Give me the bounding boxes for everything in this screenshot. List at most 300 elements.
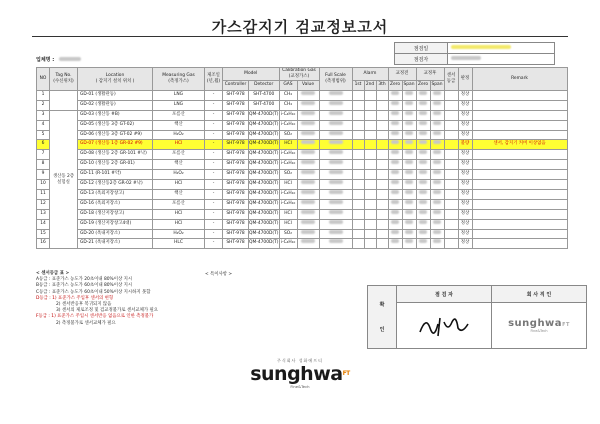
row-result: 정상 — [458, 170, 472, 180]
row-sensor-grade — [444, 219, 458, 229]
col-alarm-1st: 1st — [352, 81, 364, 91]
row-sensor-grade — [444, 199, 458, 209]
row-no: 7 — [37, 150, 50, 160]
row-detector: QM-4700D(T) — [249, 170, 280, 180]
special-notes — [205, 271, 232, 277]
inspector-label: 점검자 — [395, 54, 448, 65]
row-after-span — [430, 180, 444, 190]
legend-line: C등급 : 표준가스 농도가 60초이내 50%이상 지시하지 못함 — [36, 289, 151, 295]
footer-tagline: Fine&Tech — [290, 384, 310, 389]
row-remark — [472, 160, 567, 170]
row-before-span — [402, 189, 416, 199]
row-after-zero — [416, 130, 430, 140]
row-before-span — [402, 110, 416, 120]
row-cal-gas: i-C₄H₁₀ — [279, 199, 297, 209]
row-after-span — [430, 239, 444, 249]
row-location: GD-12 (생산동2층 GR-02 #낙) — [78, 180, 153, 190]
row-before-zero — [388, 130, 402, 140]
row-gas: 핵산 — [153, 120, 205, 130]
row-cal-value — [297, 160, 319, 170]
row-result: 정상 — [458, 160, 472, 170]
row-location: GD-06 (생산동 3층 GT-02 #9) — [78, 130, 153, 140]
row-alarm-1st — [352, 170, 364, 180]
row-after-zero — [416, 90, 430, 100]
col-cal-gas-value: Value — [297, 81, 319, 91]
row-sensor-grade — [444, 229, 458, 239]
row-alarm-1st — [352, 239, 364, 249]
row-location: GD-11 (R-101 #약) — [78, 170, 153, 180]
row-before-span — [402, 209, 416, 219]
row-sensor-grade — [444, 110, 458, 120]
table-row — [37, 219, 568, 229]
row-cal-value — [297, 189, 319, 199]
row-alarm-3rd — [376, 180, 388, 190]
row-no: 3 — [37, 110, 50, 120]
confirm-side-label: 확 인 — [368, 286, 397, 349]
row-cal-value — [297, 199, 319, 209]
row-controller: SHT-978 — [223, 219, 249, 229]
row-maker: - — [205, 150, 223, 160]
row-alarm-3rd — [376, 170, 388, 180]
row-location: GD-21 (옥내저장소) — [78, 239, 153, 249]
row-alarm-1st — [352, 120, 364, 130]
table-row — [37, 239, 568, 249]
company-name-value — [59, 57, 81, 61]
row-cal-value — [297, 100, 319, 110]
row-no: 6 — [37, 140, 50, 150]
table-row — [37, 150, 568, 160]
row-after-zero — [416, 209, 430, 219]
col-alarm-2nd: 2nd — [364, 81, 376, 91]
legend-line: D등급 : 1) 표준가스 주입후 센서의 현형 — [36, 295, 114, 301]
row-remark — [472, 189, 567, 199]
row-before-span — [402, 120, 416, 130]
row-detector: QM-4700D(T) — [249, 160, 280, 170]
row-after-zero — [416, 140, 430, 150]
report-title: 가스감지기 검교정보고서 — [211, 18, 389, 36]
row-full-scale — [319, 229, 352, 239]
row-controller: SHT-978 — [223, 90, 249, 100]
row-before-zero — [388, 189, 402, 199]
row-cal-gas: CH₄ — [279, 90, 297, 100]
row-gas: HCl — [153, 140, 205, 150]
inspector-signature — [397, 303, 492, 349]
row-alarm-3rd — [376, 90, 388, 100]
row-remark: 센서, 감지기 커버 이상없음 — [472, 140, 567, 150]
row-full-scale — [319, 239, 352, 249]
row-cal-value — [297, 229, 319, 239]
row-alarm-1st — [352, 130, 364, 140]
row-no: 12 — [37, 199, 50, 209]
row-remark — [472, 219, 567, 229]
row-cal-value — [297, 140, 319, 150]
row-sensor-grade — [444, 189, 458, 199]
row-maker: - — [205, 209, 223, 219]
row-controller: SHT-978 — [223, 189, 249, 199]
row-maker: - — [205, 229, 223, 239]
row-detector: QM-4700D(T) — [249, 189, 280, 199]
row-detector: QM-4700D(T) — [249, 229, 280, 239]
table-row — [37, 130, 568, 140]
row-alarm-3rd — [376, 110, 388, 120]
row-alarm-3rd — [376, 239, 388, 249]
row-no: 14 — [37, 219, 50, 229]
row-cal-value — [297, 150, 319, 160]
row-alarm-2nd — [364, 100, 376, 110]
row-no: 8 — [37, 160, 50, 170]
row-full-scale — [319, 170, 352, 180]
row-no: 9 — [37, 170, 50, 180]
row-before-span — [402, 229, 416, 239]
row-alarm-1st — [352, 90, 364, 100]
row-remark — [472, 199, 567, 209]
row-maker: - — [205, 219, 223, 229]
row-remark — [472, 209, 567, 219]
row-after-span — [430, 110, 444, 120]
row-after-span — [430, 120, 444, 130]
row-controller: SHT-978 — [223, 120, 249, 130]
row-cal-gas: i-C₄H₁₀ — [279, 189, 297, 199]
row-remark — [472, 150, 567, 160]
row-controller: SHT-978 — [223, 209, 249, 219]
row-sensor-grade — [444, 180, 458, 190]
row-before-span — [402, 170, 416, 180]
row-alarm-3rd — [376, 120, 388, 130]
row-cal-gas: HCl — [279, 140, 297, 150]
company-name-row — [36, 56, 81, 63]
row-remark — [472, 239, 567, 249]
signature-box — [367, 285, 587, 349]
col-before-zero: Zero — [388, 81, 402, 91]
row-full-scale — [319, 100, 352, 110]
row-result: 정상 — [458, 120, 472, 130]
row-alarm-2nd — [364, 229, 376, 239]
company-seal: sunghwaFT Fine&Tech — [492, 303, 587, 349]
row-alarm-2nd — [364, 120, 376, 130]
row-detector: QM-4700D(T) — [249, 150, 280, 160]
row-before-span — [402, 140, 416, 150]
row-before-zero — [388, 110, 402, 120]
table-row — [37, 160, 568, 170]
inspection-date-value — [448, 43, 555, 54]
row-remark — [472, 100, 567, 110]
row-result: 정상 — [458, 189, 472, 199]
table-row — [37, 90, 568, 100]
row-before-zero — [388, 90, 402, 100]
table-row — [37, 209, 568, 219]
row-no: 5 — [37, 130, 50, 140]
row-maker: - — [205, 140, 223, 150]
row-after-span — [430, 219, 444, 229]
row-sensor-grade — [444, 100, 458, 110]
legend-heading: < 센서등급 표 > — [36, 271, 70, 276]
col-no: NO — [37, 68, 50, 91]
inspector-sign-header: 점 검 자 — [397, 286, 492, 303]
row-result: 불량 — [458, 140, 472, 150]
row-before-zero — [388, 160, 402, 170]
row-before-zero — [388, 120, 402, 130]
row-maker: - — [205, 90, 223, 100]
row-cal-gas: SO₂ — [279, 229, 297, 239]
row-after-zero — [416, 160, 430, 170]
row-gas: HCl — [153, 209, 205, 219]
row-no: 13 — [37, 209, 50, 219]
row-maker: - — [205, 189, 223, 199]
row-full-scale — [319, 180, 352, 190]
col-after-span: Span — [430, 81, 444, 91]
row-after-span — [430, 209, 444, 219]
row-full-scale — [319, 160, 352, 170]
row-after-zero — [416, 239, 430, 249]
row-cal-gas: HCl — [279, 209, 297, 219]
table-row — [37, 170, 568, 180]
row-result: 정상 — [458, 130, 472, 140]
row-before-span — [402, 219, 416, 229]
row-before-span — [402, 160, 416, 170]
special-notes-heading: < 특이사항 > — [205, 272, 233, 277]
col-cal-gas: Calibration Gas (교정가스) — [279, 68, 319, 81]
row-sensor-grade — [444, 120, 458, 130]
row-alarm-3rd — [376, 160, 388, 170]
row-before-span — [402, 90, 416, 100]
col-alarm-3rd: 3th — [376, 81, 388, 91]
row-controller: SHT-978 — [223, 140, 249, 150]
row-cal-gas: i-C₄H₁₀ — [279, 239, 297, 249]
row-sensor-grade — [444, 239, 458, 249]
row-before-zero — [388, 229, 402, 239]
row-full-scale — [319, 189, 352, 199]
row-controller: SHT-978 — [223, 100, 249, 110]
row-sensor-grade — [444, 150, 458, 160]
row-alarm-3rd — [376, 100, 388, 110]
company-name-label: 업체명 : — [36, 57, 55, 63]
row-controller: SHT-978 — [223, 160, 249, 170]
row-maker: - — [205, 100, 223, 110]
row-after-zero — [416, 219, 430, 229]
row-result: 정상 — [458, 180, 472, 190]
row-before-span — [402, 130, 416, 140]
row-full-scale — [319, 219, 352, 229]
row-location: GD-19 (생산저장창고4대) — [78, 219, 153, 229]
row-maker: - — [205, 239, 223, 249]
row-alarm-2nd — [364, 180, 376, 190]
col-location: Location ( 감지기 설치 위치 ) — [78, 68, 153, 91]
row-alarm-2nd — [364, 189, 376, 199]
row-location: GD-20 (옥내저장소) — [78, 229, 153, 239]
row-cal-value — [297, 209, 319, 219]
row-detector: QM-4700D(T) — [249, 180, 280, 190]
row-no: 10 — [37, 180, 50, 190]
row-gas: 포름산 — [153, 199, 205, 209]
row-full-scale — [319, 199, 352, 209]
company-seal-logo: sunghwaFT — [508, 318, 570, 329]
row-result: 정상 — [458, 239, 472, 249]
row-before-span — [402, 100, 416, 110]
row-alarm-3rd — [376, 130, 388, 140]
row-cal-gas: HCl — [279, 180, 297, 190]
row-alarm-1st — [352, 150, 364, 160]
row-gas: 핵산 — [153, 189, 205, 199]
row-location: GD-07 (생산동 1층 GR-02 #9) — [78, 140, 153, 150]
row-before-span — [402, 180, 416, 190]
row-location: GD-16 (옥외저장소) — [78, 199, 153, 209]
legend-line: 3) 센서의 제로조정 및 검교정불가로 센서교체가 필요 — [56, 308, 158, 314]
row-sensor-grade — [444, 160, 458, 170]
row-no: 11 — [37, 189, 50, 199]
row-full-scale — [319, 90, 352, 100]
row-before-zero — [388, 219, 402, 229]
row-cal-value — [297, 239, 319, 249]
row-gas: HCl — [153, 180, 205, 190]
row-alarm-2nd — [364, 170, 376, 180]
col-full-scale: Full Scale (측정범위) — [319, 68, 352, 91]
row-before-zero — [388, 199, 402, 209]
row-alarm-2nd — [364, 110, 376, 120]
sensor-grade-legend — [36, 271, 158, 327]
company-seal-header: 회 사 직 인 — [492, 286, 587, 303]
row-controller: SHT-978 — [223, 239, 249, 249]
row-detector: QM-4700D(T) — [249, 110, 280, 120]
title-divider — [32, 36, 568, 37]
row-alarm-2nd — [364, 150, 376, 160]
row-after-zero — [416, 180, 430, 190]
row-after-zero — [416, 110, 430, 120]
col-sensor-grade: 센서 등급 — [444, 68, 458, 91]
row-remark — [472, 170, 567, 180]
row-cal-gas: SO₂ — [279, 170, 297, 180]
row-cal-gas: i-C₄H₁₀ — [279, 120, 297, 130]
row-cal-value — [297, 170, 319, 180]
row-alarm-2nd — [364, 130, 376, 140]
row-after-span — [430, 229, 444, 239]
row-gas: 포름산 — [153, 150, 205, 160]
col-after-zero: Zero — [416, 81, 430, 91]
row-controller: SHT-978 — [223, 180, 249, 190]
table-row — [37, 120, 568, 130]
row-full-scale — [319, 140, 352, 150]
row-gas: LNG — [153, 90, 205, 100]
row-after-zero — [416, 229, 430, 239]
table-row — [37, 100, 568, 110]
row-maker: - — [205, 130, 223, 140]
row-cal-gas: i-C₄H₁₀ — [279, 110, 297, 120]
row-after-span — [430, 170, 444, 180]
row-cal-value — [297, 90, 319, 100]
row-before-zero — [388, 140, 402, 150]
row-detector: QM-4700D(T) — [249, 130, 280, 140]
row-after-span — [430, 100, 444, 110]
row-location: GD-05 (생산동 3층 GT-02) — [78, 120, 153, 130]
col-result: 판정 — [458, 68, 472, 91]
row-alarm-1st — [352, 189, 364, 199]
col-before-span: Span — [402, 81, 416, 91]
row-before-span — [402, 199, 416, 209]
row-remark — [472, 229, 567, 239]
row-maker: - — [205, 199, 223, 209]
inspection-meta — [394, 42, 555, 65]
col-detector: Detector — [249, 81, 280, 91]
row-alarm-3rd — [376, 199, 388, 209]
row-result: 정상 — [458, 90, 472, 100]
row-before-zero — [388, 150, 402, 160]
row-sensor-grade — [444, 140, 458, 150]
row-sensor-grade — [444, 90, 458, 100]
row-cal-value — [297, 219, 319, 229]
row-after-span — [430, 199, 444, 209]
row-after-span — [430, 160, 444, 170]
legend-line: A등급 : 표준가스 농도가 20초이내 80%이상 지시 — [36, 277, 133, 283]
row-cal-value — [297, 110, 319, 120]
company-logo: sunghwa$^{FT}$ — [250, 363, 350, 385]
row-detector: QM-4700D(T) — [249, 209, 280, 219]
row-cal-value — [297, 180, 319, 190]
row-location: GD-18 (생산저장창고) — [78, 209, 153, 219]
col-before: 교정전 — [388, 68, 416, 81]
row-detector: QM-4700D(T) — [249, 199, 280, 209]
row-result: 정상 — [458, 100, 472, 110]
table-row — [37, 199, 568, 209]
calibration-table — [36, 67, 568, 249]
row-location: GD-13 (옥외저장창고) — [78, 189, 153, 199]
row-alarm-3rd — [376, 150, 388, 160]
row-gas: 핵산 — [153, 160, 205, 170]
row-alarm-2nd — [364, 140, 376, 150]
inspection-date-label: 점검일 — [395, 43, 448, 54]
row-after-zero — [416, 150, 430, 160]
row-after-zero — [416, 100, 430, 110]
row-result: 정상 — [458, 209, 472, 219]
row-controller: SHT-978 — [223, 110, 249, 120]
col-cal-gas-name: GAS — [279, 81, 297, 91]
row-maker: - — [205, 110, 223, 120]
row-maker: - — [205, 120, 223, 130]
col-alarm: Alarm — [352, 68, 388, 81]
footer-logo-block — [0, 358, 600, 389]
row-full-scale — [319, 209, 352, 219]
table-row — [37, 140, 568, 150]
row-gas: HLC — [153, 239, 205, 249]
row-result: 정상 — [458, 199, 472, 209]
row-full-scale — [319, 130, 352, 140]
row-remark — [472, 130, 567, 140]
row-alarm-2nd — [364, 199, 376, 209]
row-cal-gas: HCl — [279, 219, 297, 229]
signature-icon — [414, 310, 474, 340]
table-row — [37, 189, 568, 199]
tag-cell — [50, 90, 78, 110]
row-alarm-1st — [352, 100, 364, 110]
row-detector: QM-4700D(T) — [249, 140, 280, 150]
row-alarm-1st — [352, 199, 364, 209]
row-after-span — [430, 150, 444, 160]
row-sensor-grade — [444, 209, 458, 219]
row-result: 정상 — [458, 219, 472, 229]
row-controller: SHT-978 — [223, 150, 249, 160]
row-gas: H₂O₂ — [153, 130, 205, 140]
col-model: Model — [223, 68, 280, 81]
row-location: GD-10 (생산동 2층 GR-01) — [78, 160, 153, 170]
row-before-zero — [388, 100, 402, 110]
row-maker: - — [205, 180, 223, 190]
row-alarm-3rd — [376, 219, 388, 229]
table-row — [37, 110, 568, 120]
legend-line: F등급 : 1) 표준가스 주입시 센서반응 없음으로 인한 측정불가 — [36, 314, 154, 320]
table-row — [37, 180, 568, 190]
col-tag: Tag No. (수신위치) — [50, 68, 78, 91]
row-detector: QM-4700D(T) — [249, 239, 280, 249]
row-alarm-1st — [352, 229, 364, 239]
row-alarm-2nd — [364, 219, 376, 229]
